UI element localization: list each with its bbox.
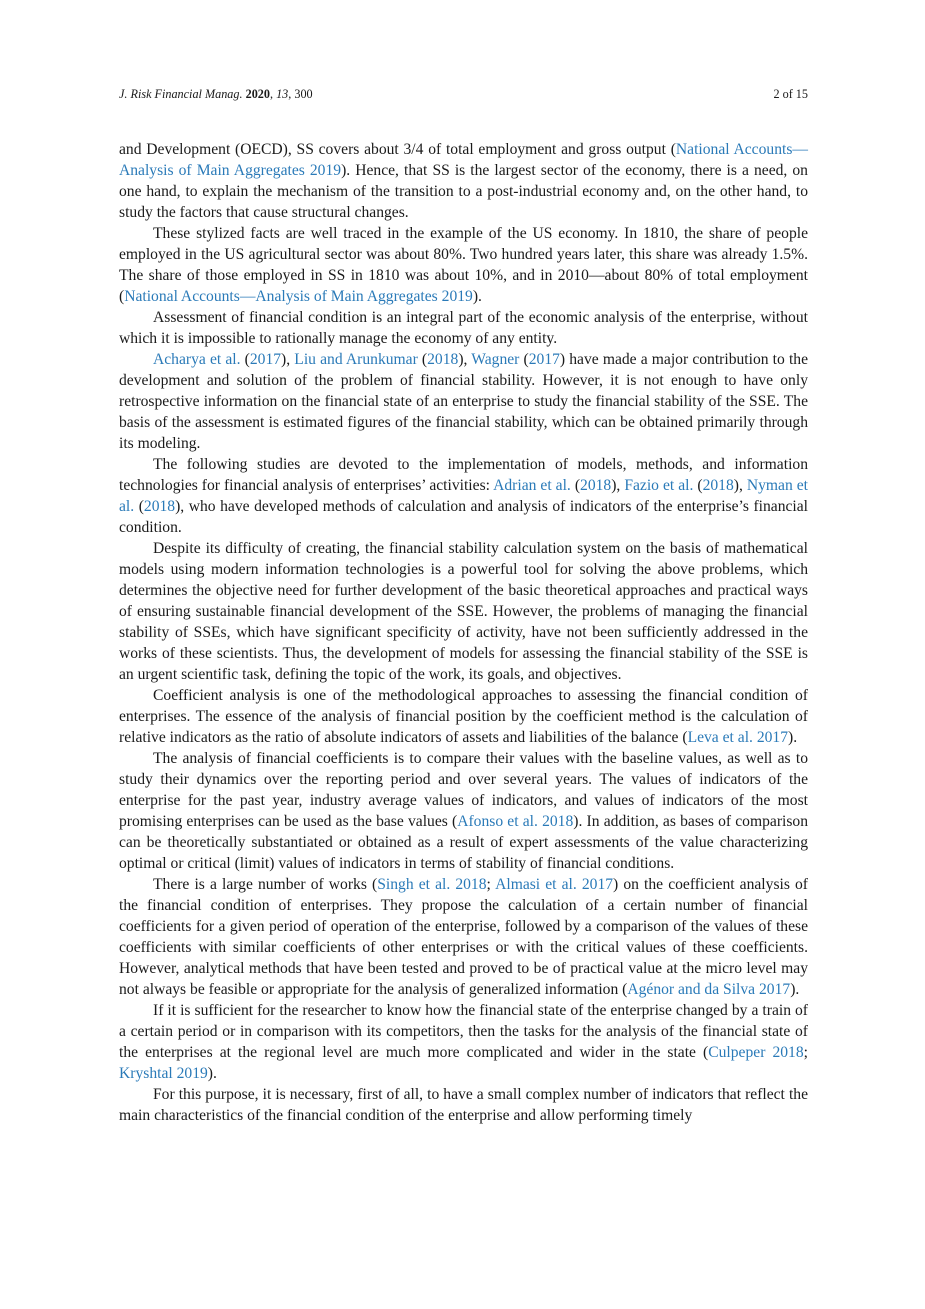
- paragraph: [119, 874, 808, 1000]
- journal-year: 2020: [245, 87, 270, 101]
- text-run: ). Hence, that SS is the largest sector of the economy, there is a need, on one hand, to explain the mechanism of the transition to a post-industrial economy and, on the other hand, to study the factors that cause structural changes.: [119, 162, 808, 221]
- text-run: ),: [281, 351, 295, 368]
- citation-link[interactable]: 2017: [249, 351, 282, 368]
- text-run: ) have made a major contribution to the development and solution of the problem of financial stability. However, it is not enough to have only retrospective information on the financial state of an enterprise to study the financial stability of the SSE. The basis of the assessment is estimated figures of the financial stability, which can be obtained primarily through its modeling.: [119, 351, 809, 452]
- citation-link[interactable]: Wagner: [471, 351, 520, 368]
- text-run: There is a large number of works (: [153, 876, 378, 893]
- text-run: ).: [207, 1065, 217, 1082]
- citation-link[interactable]: Adrian et al.: [493, 477, 571, 494]
- text-run: (: [570, 477, 581, 494]
- sep: ,: [269, 87, 277, 101]
- text-run: Coefficient analysis is one of the methodological approaches to assessing the financial condition of enterprises. The essence of the analysis of financial position by the coefficient method is the calculation of relative indicators as the ratio of absolute indicators of assets and liabilities of the balance (: [119, 687, 808, 746]
- paragraph: [119, 1084, 808, 1126]
- article-number: 300: [294, 87, 313, 101]
- citation-link[interactable]: Kryshtal 2019: [119, 1065, 208, 1082]
- text-run: ) on the coefficient analysis of the financial condition of enterprises. They propose the calculation of a certain number of financial coefficients for a given period of operation of the enterprise, followed by a comparison of the values of these coefficients with similar coefficients of other enterprises or with the critical values of these coefficients. However, analytical methods that have been tested and proved to be of practical value at the micro level may not always be feasible or appropriate for the analysis of generalized information (: [119, 876, 808, 998]
- text-run: These stylized facts are well traced in the example of the US economy. In 1810, the share of people employed in the US agricultural sector was about 80%. Two hundred years later, this share was already 1.5%. The share of those employed in SS in 1810 was about 10%, and in 2010—about 80% of total employment (: [119, 225, 808, 305]
- text-run: ).: [472, 288, 482, 305]
- text-run: (: [519, 351, 529, 368]
- citation-link[interactable]: Agénor and da Silva 2017: [627, 981, 791, 998]
- paragraph: [119, 685, 808, 748]
- text-run: ).: [790, 981, 800, 998]
- text-run: Despite its difficulty of creating, the financial stability calculation system on the basis of mathematical models using modern information technologies is a powerful tool for solving the above problems, which determines the objective need for further development of the basic theoretical approaches and practical ways of ensuring sustainable financial development of the SSE. However, the problems of managing the financial stability of SSEs, which have significant specificity of activity, have not been sufficiently addressed in the works of these scientists. Thus, the development of models for assessing the financial stability of the SSE is an urgent scientific task, defining the topic of the work, its goals, and objectives.: [119, 540, 808, 683]
- page-number: 2 of 15: [773, 87, 808, 101]
- text-run: (: [417, 351, 428, 368]
- text-run: (: [134, 498, 144, 515]
- citation-link[interactable]: Leva et al. 2017: [687, 729, 789, 746]
- body-text: [119, 139, 808, 1126]
- text-run: The following studies are devoted to the implementation of models, methods, and information technologies for financial analysis of enterprises’ activities:: [119, 456, 808, 494]
- text-run: ), who have developed methods of calculation and analysis of indicators of the enterprise’s financial condition.: [119, 498, 808, 536]
- citation-link[interactable]: Liu and Arunkumar: [294, 351, 418, 368]
- paragraph: [119, 538, 808, 685]
- journal-name: J. Risk Financial Manag.: [119, 87, 243, 101]
- text-run: and Development (OECD), SS covers about 3/4 of total employment and gross output (: [119, 141, 676, 158]
- citation-link[interactable]: Afonso et al. 2018: [457, 813, 574, 830]
- text-run: ),: [611, 477, 625, 494]
- paragraph: [119, 139, 808, 223]
- paragraph: [119, 307, 808, 349]
- paragraph: [119, 1000, 808, 1084]
- text-run: Assessment of financial condition is an integral part of the economic analysis of the enterprise, without which it is impossible to rationally manage the economy of any entity.: [119, 309, 808, 347]
- citation-link[interactable]: 2018: [702, 477, 734, 494]
- citation-link[interactable]: National Accounts—Analysis of Main Aggregates 2019: [119, 141, 808, 179]
- text-run: (: [240, 351, 250, 368]
- citation-link[interactable]: Acharya et al.: [153, 351, 241, 368]
- citation-link[interactable]: 2018: [580, 477, 612, 494]
- journal-volume: 13: [276, 87, 289, 101]
- citation-link[interactable]: Fazio et al.: [624, 477, 694, 494]
- text-run: If it is sufficient for the researcher to know how the financial state of the enterprise changed by a train of a certain period or in comparison with its competitors, then the tasks for the analysis of the financial state of the enterprises at the regional level are much more complicated and wider in the state (: [119, 1002, 808, 1061]
- page: [119, 86, 808, 1126]
- citation-link[interactable]: Culpeper 2018: [708, 1044, 804, 1061]
- text-run: ). In addition, as bases of comparison can be theoretically substantiated or obtained as a result of expert assessments of the value characterizing optimal or critical (limit) values of indicators in terms of stability of financial conditions.: [119, 813, 809, 872]
- journal-citation: [119, 86, 313, 102]
- paragraph: [119, 223, 808, 307]
- paragraph: [119, 454, 808, 538]
- text-run: The analysis of financial coefficients is to compare their values with the baseline values, as well as to study their dynamics over the reporting period and over several years. The values of indicators of the enterprise for the past year, industry average values of indicators, and values of indicators of the most promising enterprises can be used as the base values (: [119, 750, 808, 830]
- text-run: For this purpose, it is necessary, first of all, to have a small complex number of indicators that reflect the main characteristics of the financial condition of the enterprise and allow performing timely: [119, 1086, 808, 1124]
- citation-link[interactable]: 2018: [427, 351, 459, 368]
- text-run: ),: [458, 351, 472, 368]
- citation-link[interactable]: National Accounts—Analysis of Main Aggregates 2019: [124, 288, 473, 305]
- text-run: ).: [788, 729, 798, 746]
- text-run: ;: [803, 1044, 808, 1061]
- citation-link[interactable]: Nyman et al.: [119, 477, 809, 515]
- text-run: ),: [733, 477, 747, 494]
- paragraph: [119, 748, 808, 874]
- text-run: (: [693, 477, 703, 494]
- paragraph: [119, 349, 808, 454]
- text-run: ;: [486, 876, 496, 893]
- citation-link[interactable]: 2018: [143, 498, 176, 515]
- citation-link[interactable]: 2017: [528, 351, 560, 368]
- citation-link[interactable]: Singh et al. 2018: [377, 876, 487, 893]
- running-header: [119, 86, 808, 102]
- citation-link[interactable]: Almasi et al. 2017: [495, 876, 614, 893]
- sep: ,: [288, 87, 295, 101]
